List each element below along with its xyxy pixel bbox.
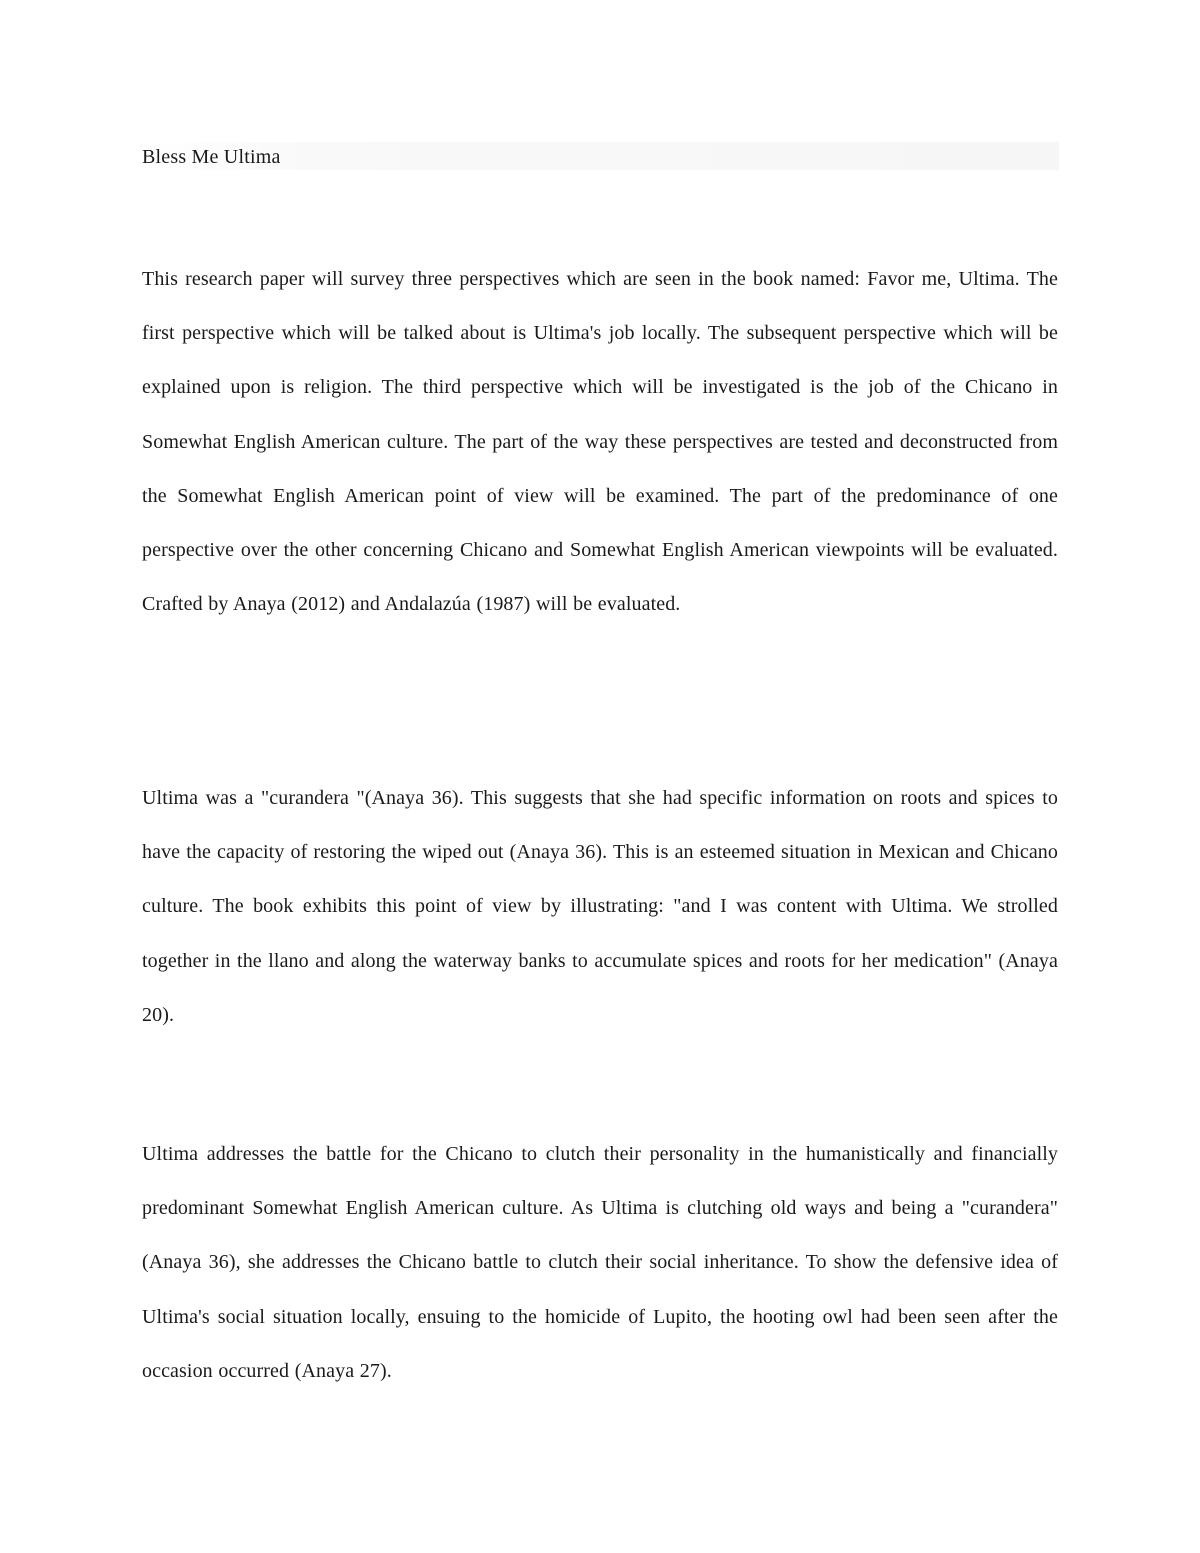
paragraph-chicano-battle: Ultima addresses the battle for the Chicano to clutch their personality in the humanistically and financially predominant Somewhat English American culture. As Ultima is clutching old ways and being a "curandera" (Anaya 36), she addresses the Chicano battle to clutch their social inheritance. To show the defensive idea of Ultima's social situation locally, ensuing to the homicide of Lupito, the hooting owl had been seen after the occasion occurred (Anaya 27). [142,1143,1058,1382]
paragraph-curandera: Ultima was a "curandera "(Anaya 36). This suggests that she had specific information on roots and spices to have the capacity of restoring the wiped out (Anaya 36). This is an esteemed situation in Mexican and Chicano culture. The book exhibits this point of view by illustrating: "and I was content with Ultima. We strolled together in the llano and along the waterway banks to accumulate spices and roots for her medication" (Anaya 20). [142,787,1058,1026]
document-title: Bless Me Ultima [142,146,281,168]
paragraph-intro: This research paper will survey three perspectives which are seen in the book named: Favor me, Ultima. The first perspective which will be talked about is Ultima's job locally. The subsequent perspective which will be explained upon is religion. The third perspective which will be investigated is the job of the Chicano in Somewhat English American culture. The part of the way these perspectives are tested and deconstructed from the Somewhat English American point of view will be examined. The part of the predominance of one perspective over the other concerning Chicano and Somewhat English American viewpoints will be evaluated. Crafted by Anaya (2012) and Andalazúa (1987) will be evaluated. [142,268,1058,616]
